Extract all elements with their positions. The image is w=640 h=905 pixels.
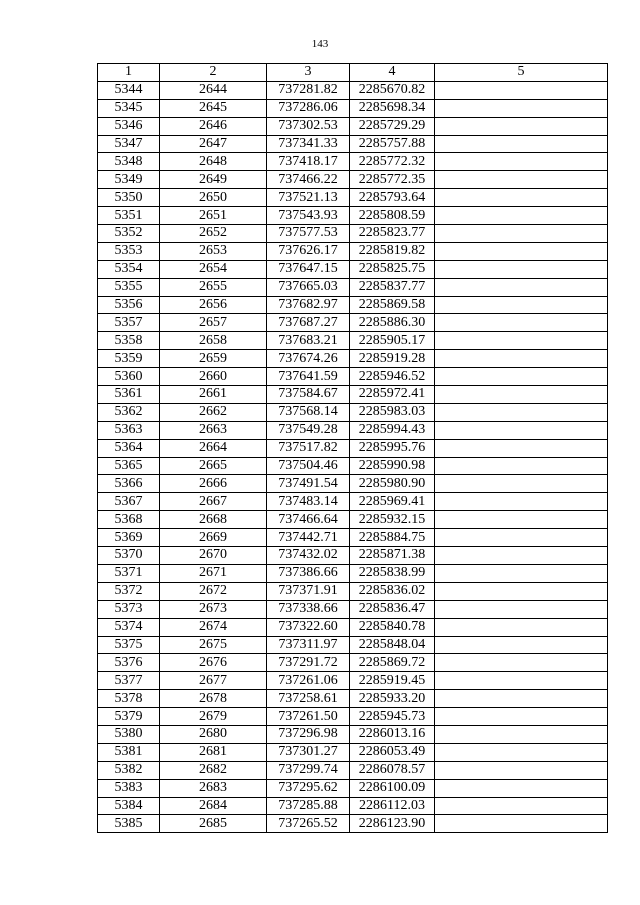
- table-cell: 2664: [160, 439, 267, 457]
- table-row: [98, 135, 608, 153]
- table-cell: [435, 439, 608, 457]
- table-cell: 5368: [98, 511, 160, 529]
- table-cell: 5374: [98, 618, 160, 636]
- table-cell: 2285836.02: [350, 582, 435, 600]
- table-cell: 5382: [98, 761, 160, 779]
- table-cell: 2679: [160, 708, 267, 726]
- table-row: [98, 457, 608, 475]
- table-cell: [435, 314, 608, 332]
- table-row: [98, 654, 608, 672]
- table-cell: 2644: [160, 81, 267, 99]
- table-cell: 737261.06: [267, 672, 350, 690]
- table-cell: 737483.14: [267, 493, 350, 511]
- table-cell: 2647: [160, 135, 267, 153]
- table-cell: 5345: [98, 99, 160, 117]
- table-cell: 2285932.15: [350, 511, 435, 529]
- table-cell: 2680: [160, 725, 267, 743]
- table-row: [98, 725, 608, 743]
- table-cell: 5362: [98, 403, 160, 421]
- table-cell: 737301.27: [267, 743, 350, 761]
- table-row: [98, 708, 608, 726]
- table-cell: 737665.03: [267, 278, 350, 296]
- table-header-row: [98, 64, 608, 82]
- table-cell: 2286112.03: [350, 797, 435, 815]
- table-cell: 2655: [160, 278, 267, 296]
- table-cell: 2660: [160, 368, 267, 386]
- table-row: [98, 171, 608, 189]
- table-cell: 737504.46: [267, 457, 350, 475]
- table-cell: 2285969.41: [350, 493, 435, 511]
- table-cell: [435, 547, 608, 565]
- table-cell: 5356: [98, 296, 160, 314]
- table-row: [98, 332, 608, 350]
- table-cell: 5355: [98, 278, 160, 296]
- table-cell: 737543.93: [267, 207, 350, 225]
- table-cell: 737302.53: [267, 117, 350, 135]
- table-cell: 2285871.38: [350, 547, 435, 565]
- table-cell: 2285933.20: [350, 690, 435, 708]
- table-cell: 737341.33: [267, 135, 350, 153]
- table-cell: 5369: [98, 529, 160, 547]
- table-row: [98, 386, 608, 404]
- table-cell: 2285825.75: [350, 260, 435, 278]
- table-row: [98, 690, 608, 708]
- table-cell: [435, 564, 608, 582]
- table-cell: 5381: [98, 743, 160, 761]
- table-cell: 5361: [98, 386, 160, 404]
- table-cell: 5359: [98, 350, 160, 368]
- table-cell: [435, 368, 608, 386]
- table-row: [98, 743, 608, 761]
- table-cell: 737418.17: [267, 153, 350, 171]
- table-cell: 2285983.03: [350, 403, 435, 421]
- table-cell: 2669: [160, 529, 267, 547]
- table-cell: 737285.88: [267, 797, 350, 815]
- table-cell: 737296.98: [267, 725, 350, 743]
- table-cell: 2285793.64: [350, 189, 435, 207]
- table-cell: 737682.97: [267, 296, 350, 314]
- table-cell: 5373: [98, 600, 160, 618]
- table-cell: 737584.67: [267, 386, 350, 404]
- table-cell: [435, 761, 608, 779]
- table-cell: [435, 81, 608, 99]
- table-cell: 2285808.59: [350, 207, 435, 225]
- table-cell: 2285837.77: [350, 278, 435, 296]
- table-cell: 737261.50: [267, 708, 350, 726]
- table-row: [98, 314, 608, 332]
- table-cell: 5346: [98, 117, 160, 135]
- table-cell: 2656: [160, 296, 267, 314]
- table-cell: 5385: [98, 815, 160, 833]
- column-header: 4: [350, 64, 435, 82]
- table-cell: [435, 207, 608, 225]
- table-cell: [435, 421, 608, 439]
- table-cell: 737683.21: [267, 332, 350, 350]
- table-row: [98, 260, 608, 278]
- table-cell: [435, 99, 608, 117]
- table-cell: 5354: [98, 260, 160, 278]
- table-row: [98, 350, 608, 368]
- column-header: 1: [98, 64, 160, 82]
- table-cell: 2666: [160, 475, 267, 493]
- table-cell: 2286100.09: [350, 779, 435, 797]
- table-cell: 2681: [160, 743, 267, 761]
- table-cell: 737291.72: [267, 654, 350, 672]
- table-cell: [435, 618, 608, 636]
- table-cell: [435, 171, 608, 189]
- table-cell: 737281.82: [267, 81, 350, 99]
- table-cell: 737265.52: [267, 815, 350, 833]
- table-cell: 2286053.49: [350, 743, 435, 761]
- table-cell: 5383: [98, 779, 160, 797]
- table-cell: [435, 332, 608, 350]
- table-cell: 2285905.17: [350, 332, 435, 350]
- table-cell: 737674.26: [267, 350, 350, 368]
- table-cell: 2645: [160, 99, 267, 117]
- table-cell: 5349: [98, 171, 160, 189]
- table-row: [98, 296, 608, 314]
- table-cell: 2678: [160, 690, 267, 708]
- table-cell: 737647.15: [267, 260, 350, 278]
- table-cell: 2661: [160, 386, 267, 404]
- table-row: [98, 672, 608, 690]
- table-cell: 2285990.98: [350, 457, 435, 475]
- column-header: 2: [160, 64, 267, 82]
- table-cell: 2685: [160, 815, 267, 833]
- table-cell: 5376: [98, 654, 160, 672]
- table-cell: 2285869.72: [350, 654, 435, 672]
- table-cell: 2659: [160, 350, 267, 368]
- table-cell: 5365: [98, 457, 160, 475]
- table-cell: [435, 386, 608, 404]
- table-cell: 5353: [98, 242, 160, 260]
- table-cell: 2285945.73: [350, 708, 435, 726]
- table-row: [98, 207, 608, 225]
- table-cell: 737568.14: [267, 403, 350, 421]
- table-cell: 737432.02: [267, 547, 350, 565]
- table-cell: 2677: [160, 672, 267, 690]
- table-row: [98, 189, 608, 207]
- table-cell: 2285919.45: [350, 672, 435, 690]
- table-row: [98, 797, 608, 815]
- table-cell: 2285838.99: [350, 564, 435, 582]
- table-cell: 737577.53: [267, 225, 350, 243]
- table-cell: 5367: [98, 493, 160, 511]
- table-cell: [435, 672, 608, 690]
- table-cell: 2285819.82: [350, 242, 435, 260]
- table-cell: 2653: [160, 242, 267, 260]
- table-row: [98, 99, 608, 117]
- table-cell: [435, 511, 608, 529]
- table-cell: 737466.64: [267, 511, 350, 529]
- table-cell: 5344: [98, 81, 160, 99]
- table-cell: 2652: [160, 225, 267, 243]
- table-cell: 2285729.29: [350, 117, 435, 135]
- table-cell: 2285848.04: [350, 636, 435, 654]
- table-cell: 737371.91: [267, 582, 350, 600]
- table-row: [98, 600, 608, 618]
- table-cell: [435, 600, 608, 618]
- table-cell: 737687.27: [267, 314, 350, 332]
- table-cell: 2676: [160, 654, 267, 672]
- table-cell: 5371: [98, 564, 160, 582]
- table-cell: 2286123.90: [350, 815, 435, 833]
- table-row: [98, 547, 608, 565]
- table-row: [98, 636, 608, 654]
- table-cell: 2646: [160, 117, 267, 135]
- table-cell: 5358: [98, 332, 160, 350]
- column-header: 3: [267, 64, 350, 82]
- table-cell: 2285823.77: [350, 225, 435, 243]
- table-cell: 737491.54: [267, 475, 350, 493]
- table-row: [98, 117, 608, 135]
- table-cell: 2286078.57: [350, 761, 435, 779]
- table-cell: 737386.66: [267, 564, 350, 582]
- table-cell: 5366: [98, 475, 160, 493]
- table-cell: 5350: [98, 189, 160, 207]
- table-cell: 737299.74: [267, 761, 350, 779]
- table-cell: [435, 815, 608, 833]
- table-cell: 737466.22: [267, 171, 350, 189]
- column-header: 5: [435, 64, 608, 82]
- table-cell: 2285836.47: [350, 600, 435, 618]
- table-cell: 2682: [160, 761, 267, 779]
- table-cell: 2670: [160, 547, 267, 565]
- table-cell: 2684: [160, 797, 267, 815]
- table-cell: 2286013.16: [350, 725, 435, 743]
- table-cell: [435, 242, 608, 260]
- table-row: [98, 618, 608, 636]
- table-cell: 5378: [98, 690, 160, 708]
- table-cell: 2285919.28: [350, 350, 435, 368]
- table-cell: 5360: [98, 368, 160, 386]
- table-cell: 2285994.43: [350, 421, 435, 439]
- table-cell: 2285670.82: [350, 81, 435, 99]
- table-cell: 2658: [160, 332, 267, 350]
- table-cell: 2285840.78: [350, 618, 435, 636]
- table-cell: 2668: [160, 511, 267, 529]
- table-cell: 5363: [98, 421, 160, 439]
- table-cell: 737521.13: [267, 189, 350, 207]
- table-cell: 2285772.32: [350, 153, 435, 171]
- table-row: [98, 225, 608, 243]
- table-cell: 5384: [98, 797, 160, 815]
- table-cell: 737286.06: [267, 99, 350, 117]
- table-row: [98, 564, 608, 582]
- table-cell: [435, 708, 608, 726]
- table-cell: 737295.62: [267, 779, 350, 797]
- table-cell: 737311.97: [267, 636, 350, 654]
- table-cell: 2285772.35: [350, 171, 435, 189]
- table-row: [98, 493, 608, 511]
- table-cell: [435, 654, 608, 672]
- table-cell: 2667: [160, 493, 267, 511]
- table-cell: [435, 529, 608, 547]
- table-cell: 2673: [160, 600, 267, 618]
- table-cell: 5364: [98, 439, 160, 457]
- table-cell: 2285757.88: [350, 135, 435, 153]
- table-cell: [435, 797, 608, 815]
- table-cell: 2665: [160, 457, 267, 475]
- table-cell: 2285869.58: [350, 296, 435, 314]
- table-cell: [435, 636, 608, 654]
- table-cell: [435, 225, 608, 243]
- table-cell: 5379: [98, 708, 160, 726]
- table-cell: 5347: [98, 135, 160, 153]
- table-cell: 2657: [160, 314, 267, 332]
- table-cell: [435, 135, 608, 153]
- table-row: [98, 475, 608, 493]
- table-row: [98, 779, 608, 797]
- table-cell: [435, 690, 608, 708]
- table-cell: 737338.66: [267, 600, 350, 618]
- table-cell: [435, 260, 608, 278]
- table-cell: 5348: [98, 153, 160, 171]
- table-row: [98, 242, 608, 260]
- table-cell: 2285698.34: [350, 99, 435, 117]
- table-row: [98, 439, 608, 457]
- table-cell: 737626.17: [267, 242, 350, 260]
- table-cell: 5377: [98, 672, 160, 690]
- table-cell: 737641.59: [267, 368, 350, 386]
- table-cell: 5370: [98, 547, 160, 565]
- table-cell: [435, 457, 608, 475]
- table-cell: [435, 743, 608, 761]
- table-cell: 5380: [98, 725, 160, 743]
- table-cell: [435, 153, 608, 171]
- table-row: [98, 511, 608, 529]
- table-cell: 2663: [160, 421, 267, 439]
- table-cell: 737517.82: [267, 439, 350, 457]
- table-cell: 2683: [160, 779, 267, 797]
- table-row: [98, 403, 608, 421]
- table-cell: 2672: [160, 582, 267, 600]
- table-cell: [435, 296, 608, 314]
- table-cell: [435, 493, 608, 511]
- table-cell: 2285884.75: [350, 529, 435, 547]
- table-cell: 2651: [160, 207, 267, 225]
- table-cell: 2285980.90: [350, 475, 435, 493]
- table-row: [98, 81, 608, 99]
- table-row: [98, 815, 608, 833]
- table-cell: [435, 725, 608, 743]
- table-cell: 737322.60: [267, 618, 350, 636]
- table-cell: [435, 403, 608, 421]
- table-cell: [435, 278, 608, 296]
- table-cell: [435, 189, 608, 207]
- page-number: 143: [311, 38, 329, 50]
- table-cell: 5372: [98, 582, 160, 600]
- table-cell: 5375: [98, 636, 160, 654]
- table-row: [98, 278, 608, 296]
- table-cell: 2648: [160, 153, 267, 171]
- table-row: [98, 421, 608, 439]
- table-cell: [435, 582, 608, 600]
- table-cell: 737549.28: [267, 421, 350, 439]
- table-cell: 2285972.41: [350, 386, 435, 404]
- table-cell: [435, 475, 608, 493]
- table-row: [98, 761, 608, 779]
- table-cell: 2650: [160, 189, 267, 207]
- table-row: [98, 368, 608, 386]
- table-cell: 5352: [98, 225, 160, 243]
- table-row: [98, 529, 608, 547]
- table-row: [98, 582, 608, 600]
- table-cell: [435, 117, 608, 135]
- coordinates-table: [97, 63, 608, 833]
- table-cell: 2285995.76: [350, 439, 435, 457]
- table-cell: 2675: [160, 636, 267, 654]
- table-cell: 737258.61: [267, 690, 350, 708]
- table-cell: 2674: [160, 618, 267, 636]
- table-cell: [435, 779, 608, 797]
- table-cell: [435, 350, 608, 368]
- table-cell: 2285946.52: [350, 368, 435, 386]
- table-cell: 737442.71: [267, 529, 350, 547]
- table-cell: 5357: [98, 314, 160, 332]
- table-body: [98, 81, 608, 832]
- table-cell: 2285886.30: [350, 314, 435, 332]
- table-cell: 2662: [160, 403, 267, 421]
- table-cell: 2649: [160, 171, 267, 189]
- table-cell: 2654: [160, 260, 267, 278]
- table-cell: 5351: [98, 207, 160, 225]
- table-row: [98, 153, 608, 171]
- table-cell: 2671: [160, 564, 267, 582]
